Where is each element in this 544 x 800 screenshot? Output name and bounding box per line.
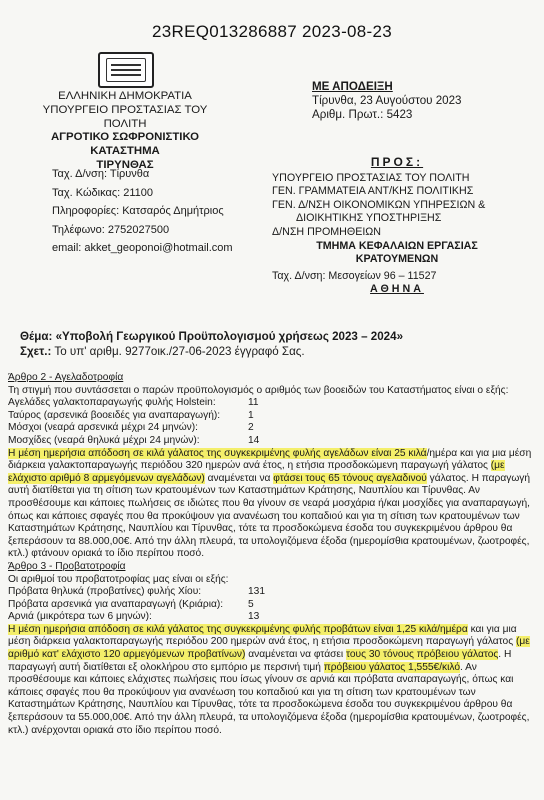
highlight: τους 30 τόνους πρόβειου γάλατος <box>346 649 499 661</box>
recipient-line-6: ΤΜΗΜΑ ΚΕΦΑΛΑΙΩΝ ΕΡΓΑΣΙΑΣ <box>316 239 478 252</box>
list-item: Αγελάδες γαλακτοπαραγωγής φυλής Holstein: 11 <box>8 397 259 409</box>
list-item: Μόσχοι (νεαρά αρσενικά μέχρι 24 μηνών): 2 <box>8 422 254 434</box>
highlight: φτάσει τους 65 τόνους αγελαδινού <box>273 472 427 484</box>
document-id: 23REQ013286887 2023-08-23 <box>151 22 393 41</box>
recipient-line-3: ΓΕΝ. Δ/ΝΣΗ ΟΙΚΟΝΟΜΙΚΩΝ ΥΠΗΡΕΣΙΩΝ & <box>272 198 486 211</box>
article-3-intro: Οι αριθμοί του προβατοτροφίας μας είναι οι εξής: <box>8 573 229 585</box>
article-2-intro: Τη στιγμή που συντάσσεται ο παρών προϋπολογισμός ο αριθμός των βοοειδών του Καταστήματος είναι ο εξής: <box>8 384 509 396</box>
highlight: (με ελάχιστο αριθμό 8 αρμεγόμενων αγελάδων) <box>8 460 505 484</box>
issuer-line-4: ΤΙΡΥΝΘΑΣ <box>96 158 154 171</box>
contact-postcode: Ταχ. Κώδικας: 21100 <box>52 186 154 199</box>
issuer-line-2: ΥΠΟΥΡΓΕΙΟ ΠΡΟΣΤΑΣΙΑΣ ΤΟΥ ΠΟΛΙΤΗ <box>42 103 208 130</box>
recipient-line-1: ΥΠΟΥΡΓΕΙΟ ΠΡΟΣΤΑΣΙΑΣ ΤΟΥ ΠΟΛΙΤΗ <box>272 171 470 184</box>
highlight: (με αριθμό κατ' ελάχιστο 120 αρμεγόμενων προβατίνων) <box>8 636 530 661</box>
contact-email: email: akket_geoponoi@hotmail.com <box>52 242 233 254</box>
contact-block <box>52 165 233 258</box>
reference-text: Το υπ' αριθμ. 9277οικ./27-06-2023 έγγραφό Σας. <box>54 344 305 358</box>
reference-label: Σχετ.: <box>20 344 52 358</box>
document-meta <box>312 80 462 122</box>
subject-label: Θέμα: <box>20 330 53 343</box>
recipient-block <box>272 156 522 297</box>
highlight: Η μέση ημερήσια απόδοση σε κιλά γάλατος της συγκεκριμένης φυλής προβάτων είναι 1,25 κιλά/ημέρα <box>8 623 468 635</box>
contact-info: Πληροφορίες: Κατσαρός Δημήτριος <box>52 205 224 217</box>
recipient-city: ΑΘΗΝΑ <box>370 283 424 296</box>
contact-address: Ταχ. Δ/νση: Τίρυνθα <box>52 168 150 180</box>
article-3-title: Άρθρο 3 - Προβατοτροφία <box>8 560 126 572</box>
highlight: πρόβειου γάλατος 1,555€/κιλό <box>323 661 460 673</box>
issuer-line-1: ΕΛΛΗΝΙΚΗ ΔΗΜΟΚΡΑΤΙΑ <box>58 90 192 102</box>
recipient-line-5: Δ/ΝΣΗ ΠΡΟΜΗΘΕΙΩΝ <box>272 225 382 238</box>
article-3-paragraph: Η μέση ημερήσια απόδοση σε κιλά γάλατος της συγκεκριμένης φυλής προβάτων είναι 1,25 κιλά/ημέρα και για μια μέση διάρκεια γαλακτοπαραγωγής περιόδου 200 ημερών ανά έτος, η ετήσια προσδοκώμενη παραγωγή γάλατος (με αριθμό κατ' ελάχιστο 120 αρμεγόμενων προβατίνων) αναμένεται να φτάσει τους 30 τόνους πρόβειου γάλατος. Η παραγωγή αυτή διατίθεται εξ ολοκλήρου στο εμπόριο με περσινή τιμή πρόβειου γάλατος 1,555€/κιλό. Αν προσθέσουμε και κάποιες ελάχιστες πωλήσεις που ίσως γίνουν σε αρνιά και πρόβατα αναπαραγωγής, όπως και κάποιες σφαγές που θα προκύψουν για ανανέωση του κοπαδιού και για τη σίτιση των κρατουμένων των Καταστημάτων Κράτησης, Ναυπλίου και Τίρυνθας, τότε τα προσδοκώμενα έσοδα του συγκεκριμένου άρθρου θα ξεπεράσουν τα 55.000,00€. Από την άλλη πλευρά, τα υπολογιζόμενα έξοδα (ημερομίσθια κρατουμένων, ζωοτροφές, κτλ.) ανέρχονται οριακά στο ίδιο περίπου ποσό. <box>8 623 530 736</box>
delivery-note: ΜΕ ΑΠΟΔΕΙΞΗ <box>312 80 393 93</box>
contact-phone: Τηλέφωνο: 2752027500 <box>52 223 170 236</box>
place-date: Τίρυνθα, 23 Αυγούστου 2023 <box>312 94 462 107</box>
protocol-number: Αριθμ. Πρωτ.: 5423 <box>312 108 413 121</box>
issuer-line-3: ΑΓΡΟΤΙΚΟ ΣΩΦΡΟΝΙΣΤΙΚΟ ΚΑΤΑΣΤΗΜΑ <box>50 131 200 158</box>
list-item: Αρνιά (μικρότερα των 6 μηνών): 13 <box>8 611 260 623</box>
subject-block <box>20 330 530 359</box>
issuer-block <box>30 90 220 173</box>
recipient-line-4: ΔΙΟΙΚΗΤΙΚΗΣ ΥΠΟΣΤΗΡΙΞΗΣ <box>296 212 442 225</box>
recipient-heading: ΠΡΟΣ: <box>370 155 424 169</box>
document-body <box>8 372 536 737</box>
list-item: Ταύρος (αρσενικά βοοειδές για αναπαραγωγή): 1 <box>8 409 254 421</box>
recipient-line-7: ΚΡΑΤΟΥΜΕΝΩΝ <box>355 253 439 266</box>
highlight: Η μέση ημερήσια απόδοση σε κιλά γάλατος της συγκεκριμένης φυλής αγελάδων είναι 25 κιλά <box>8 447 427 459</box>
subject-text: «Υποβολή Γεωργικού Προϋπολογισμού χρήσεως 2023 – 2024» <box>55 330 404 343</box>
greek-coat-of-arms-icon <box>98 52 154 88</box>
recipient-line-8: Ταχ. Δ/νση: Μεσογείων 96 – 11527 <box>272 269 437 282</box>
recipient-line-2: ΓΕΝ. ΓΡΑΜΜΑΤΕΙΑ ΑΝΤ/ΚΗΣ ΠΟΛΙΤΙΚΗΣ <box>272 185 474 198</box>
article-2-paragraph: Η μέση ημερήσια απόδοση σε κιλά γάλατος της συγκεκριμένης φυλής αγελάδων είναι 25 κιλά/ημέρα και για μια μέση διάρκεια γαλακτοπαραγωγής περιόδου 320 ημερών ανά έτος, η ετήσια προσδοκώμενη παραγωγή γάλατος (με ελάχιστο αριθμό 8 αρμεγόμενων αγελάδων) αναμένεται να φτάσει τους 65 τόνους αγελαδινού γάλατος. Η παραγωγή αυτή διατίθεται για τη σίτιση των κρατουμένων των Καταστημάτων Κράτησης, Ναυπλίου και Τίρυνθας. Αν προσθέσουμε και κάποιες πωλήσεις σε ιδιώτες που θα γίνουν σε νεαρά μοσχάρια ή/και μοσχίδες για αναπαραγωγή, όπως και κάποιες σφαγές που θα προκύψουν για ανανέωση του κοπαδιού και για τη σίτιση των κρατουμένων των Καταστημάτων Κράτησης, Ναυπλίου και Τίρυνθας, τότε τα προσδοκώμενα έσοδα του συγκεκριμένου άρθρου θα ξεπεράσουν τα 88.000,00€. Από την άλλη πλευρά, τα υπολογιζόμενα έξοδα (ημερομίσθια κρατουμένων, ζωοτροφές, κτλ.) φτάνουν οριακά το ίδιο περίπου ποσό. <box>8 447 532 560</box>
list-item: Μοσχίδες (νεαρά θηλυκά μέχρι 24 μηνών): 14 <box>8 434 260 446</box>
list-item: Πρόβατα θηλυκά (προβατίνες) φυλής Χίου: 131 <box>8 586 265 598</box>
list-item: Πρόβατα αρσενικά για αναπαραγωγή (Κριάρια): 5 <box>8 598 254 610</box>
article-2-title: Άρθρο 2 - Αγελαδοτροφία <box>8 372 124 383</box>
